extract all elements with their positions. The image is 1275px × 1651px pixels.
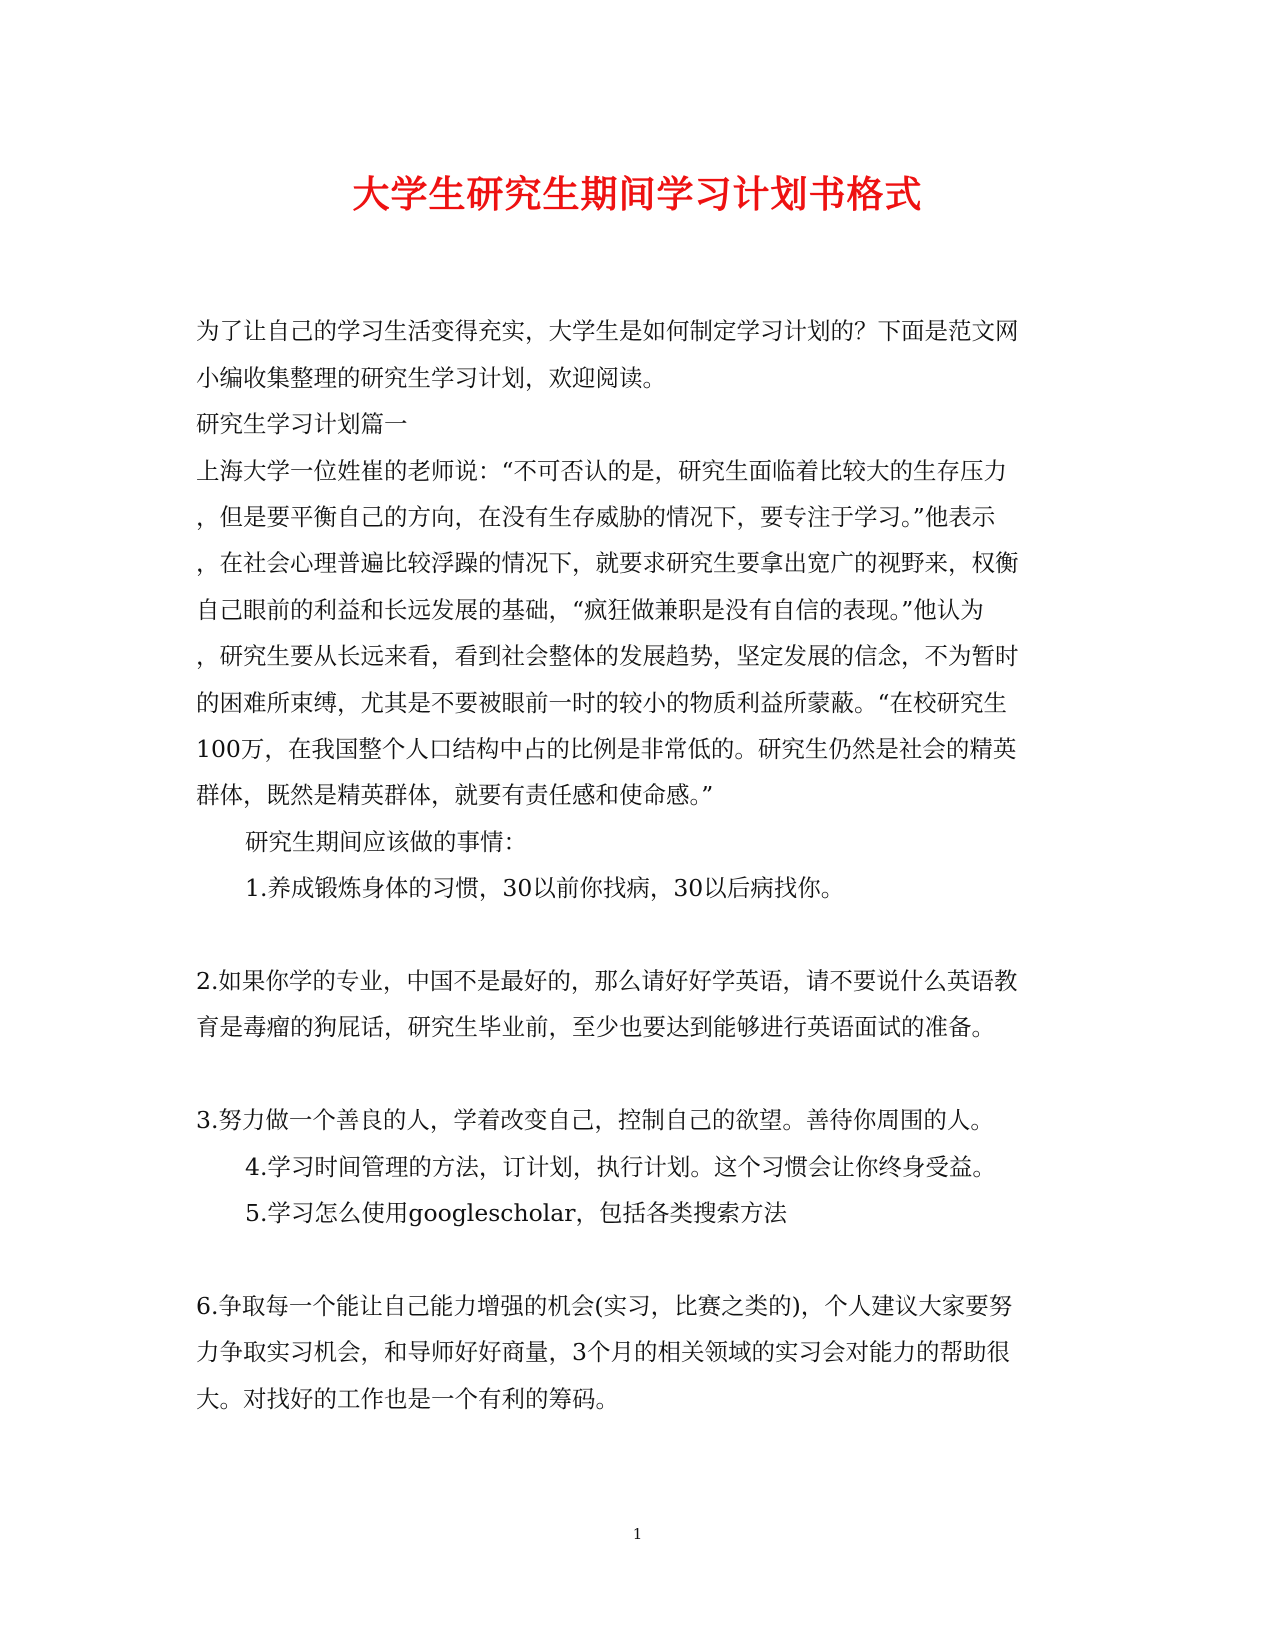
paragraph-line: 的困难所束缚，尤其是不要被眼前一时的较小的物质利益所蒙蔽。“在校研究生 <box>196 689 1008 717</box>
list-item: 3.努力做一个善良的人，学着改变自己，控制自己的欲望。善待你周围的人。 <box>196 1106 994 1134</box>
list-item-continuation: 大。对找好的工作也是一个有利的筹码。 <box>196 1385 619 1413</box>
paragraph-line: ，研究生要从长远来看，看到社会整体的发展趋势，坚定发展的信念，不为暂时 <box>196 642 1019 670</box>
list-intro: 研究生期间应该做的事情： <box>245 828 527 856</box>
paragraph-line: 自己眼前的利益和长远发展的基础，“疯狂做兼职是没有自信的表现。”他认为 <box>196 596 984 624</box>
paragraph-line: 为了让自己的学习生活变得充实，大学生是如何制定学习计划的？下面是范文网 <box>196 317 1019 345</box>
paragraph-line: 上海大学一位姓崔的老师说：“不可否认的是，研究生面临着比较大的生存压力 <box>196 457 1008 485</box>
page-number: 1 <box>632 1525 643 1543</box>
paragraph-line: ，但是要平衡自己的方向，在没有生存威胁的情况下，要专注于学习。”他表示 <box>196 503 996 531</box>
section-heading: 研究生学习计划篇一 <box>196 410 408 438</box>
list-item: 4.学习时间管理的方法，订计划，执行计划。这个习惯会让你终身受益。 <box>245 1153 996 1181</box>
document-title: 大学生研究生期间学习计划书格式 <box>352 173 923 216</box>
list-item-continuation: 力争取实习机会，和导师好好商量，3个月的相关领域的实习会对能力的帮助很 <box>196 1338 1010 1366</box>
list-item: 1.养成锻炼身体的习惯，30以前你找病，30以后病找你。 <box>245 874 845 902</box>
list-item: 6.争取每一个能让自己能力增强的机会(实习，比赛之类的)，个人建议大家要努 <box>196 1292 1013 1320</box>
paragraph-line: 群体，既然是精英群体，就要有责任感和使命感。” <box>196 781 714 809</box>
paragraph-line: ，在社会心理普遍比较浮躁的情况下，就要求研究生要拿出宽广的视野来，权衡 <box>196 549 1019 577</box>
paragraph-line: 100万，在我国整个人口结构中占的比例是非常低的。研究生仍然是社会的精英 <box>196 735 1017 763</box>
list-item: 2.如果你学的专业，中国不是最好的，那么请好好学英语，请不要说什么英语教 <box>196 967 1018 995</box>
list-item-continuation: 育是毒瘤的狗屁话，研究生毕业前，至少也要达到能够进行英语面试的准备。 <box>196 1013 995 1041</box>
list-item: 5.学习怎么使用googlescholar，包括各类搜索方法 <box>245 1199 787 1227</box>
paragraph-line: 小编收集整理的研究生学习计划，欢迎阅读。 <box>196 364 666 392</box>
